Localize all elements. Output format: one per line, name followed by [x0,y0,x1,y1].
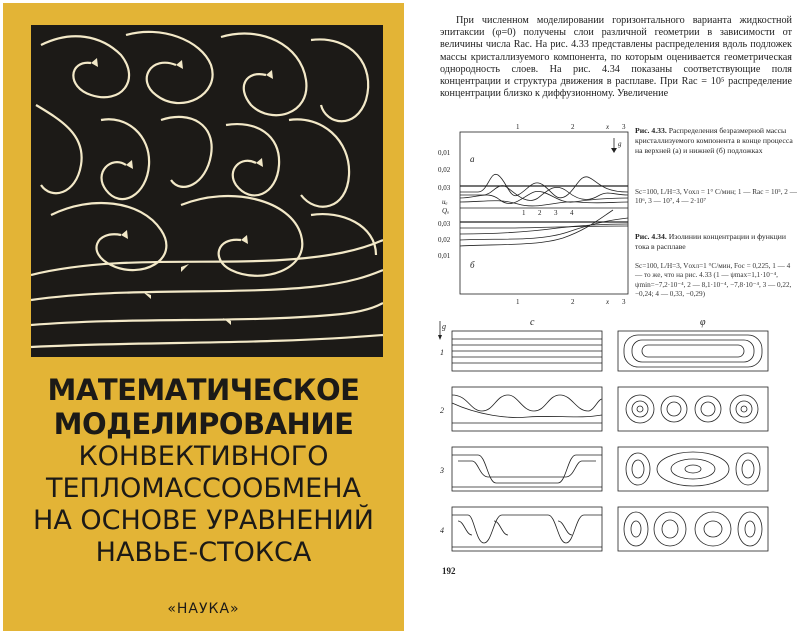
fig433-params: Sc=100, L/H=3, Vохл = 1° С/мин; 1 — Raс = 10⁵, 2 — 10⁶, 3 — 10⁷, 4 — 2·10⁷ [635,188,797,206]
fig433-curve-4: 4 [570,209,574,217]
fig434-row-2: 2 [440,406,444,415]
fig433-caption [635,126,798,156]
fig433-xlabel-top: x [606,123,610,131]
fig433-ytick-b-2: 0,02 [438,236,451,244]
page-number: 192 [442,566,456,576]
fig434-caption-text: Изолинии концентрации и функции тока в расплаве [635,232,786,251]
fig433-frame [460,132,628,294]
fig433-panel-a: а [470,154,475,164]
fig433-gravity-label: g [618,140,622,148]
fig433-ytick-b-3: 0,01 [438,252,451,260]
fig433-xtick-bottom-3: 3 [622,298,626,306]
fig433-ytick-a-2: 0,02 [438,166,451,174]
body-paragraph: При численном моделировании горизонтального варианта жидкостной эпитаксии (φ=0) получены слои различной геометрии в зависимости от величины числа Raс. На рис. 4.33 представлены распределения вдоль подложек массы кристаллизуемого компонента, по которым оценивается геометрическая однородность слоев. На рис. 4.34 показаны соответствующие поля концентрации и структура движения в расплаве. При Raс = 10⁵ распределение концентрации близко к диффузионному. Увеличение [440,15,792,100]
fig434-caption-title: Рис. 4.34. [635,232,667,241]
fig433-xtick-bottom-1: 1 [516,298,520,306]
fig433-panel-b: б [470,260,475,270]
book-cover [3,3,404,631]
streamline-pattern [31,25,383,357]
fig434-params: Sc=100, L/H=3, Vохл=1 °С/мин, Foс = 0,225, 1 — 4 — то же, что на рис. 4.33 (1 — ψmax=1,1·10⁻⁴, ψmin=−7,2·10⁻⁴, 2 — 8,1·10⁻⁴, −7,8·10⁻⁴, 3 — 0,22, −0,24; 4 — 0,33, −0,29) [635,262,792,299]
cover-streamline-art [31,25,383,357]
fig433-xtick-top-3: 3 [622,123,626,131]
fig434-caption [635,232,798,252]
fig433-curve-3: 3 [554,209,558,217]
cover-title-line-1: МАТЕМАТИЧЕСКОЕ [47,373,360,407]
fig433-caption-title: Рис. 4.33. [635,126,667,135]
cover-title [3,373,404,569]
fig434-gravity-label: g [442,322,446,331]
fig433-curve-2: 2 [538,209,542,217]
fig433-xtick-bottom-2: 2 [571,298,575,306]
figure-4-33 [438,120,633,310]
figure-4-34 [438,315,788,565]
fig433-ysymbol-u: uₐ [442,198,448,206]
fig433-ytick-a-3: 0,03 [438,184,451,192]
publisher-name: «НАУКА» [167,601,240,617]
fig433-ytick-a-1: 0,01 [438,149,451,157]
fig434-column-c: c [530,317,535,328]
fig433-xtick-top-1: 1 [516,123,520,131]
fig433-caption-text: Распределения безразмерной массы кристаллизуемого компонента в конце процесса на верхней (а) и нижней (б) подложках [635,126,793,155]
fig434-row-3: 3 [440,466,444,475]
cover-title-line-2: МОДЕЛИРОВАНИЕ [53,407,354,441]
fig433-xlabel-bottom: x [606,298,610,306]
fig433-curve-1: 1 [522,209,526,217]
cover-subtitle-line-3: НА ОСНОВЕ УРАВНЕНИЙ [33,505,374,536]
fig434-row-1: 1 [440,348,444,357]
book-page [410,0,800,634]
fig434-row-4: 4 [440,526,444,535]
cover-subtitle-line-1: КОНВЕКТИВНОГО [78,441,329,472]
fig433-xtick-top-2: 2 [571,123,575,131]
fig434-column-phi: φ [700,317,706,328]
cover-subtitle-line-4: НАВЬЕ-СТОКСА [95,537,312,568]
fig433-ysymbol-q: Qₐ [442,207,450,215]
cover-subtitle-line-2: ТЕПЛОМАССООБМЕНА [45,473,362,504]
fig433-ytick-b-1: 0,03 [438,220,451,228]
gravity-arrow-icon [611,138,617,153]
